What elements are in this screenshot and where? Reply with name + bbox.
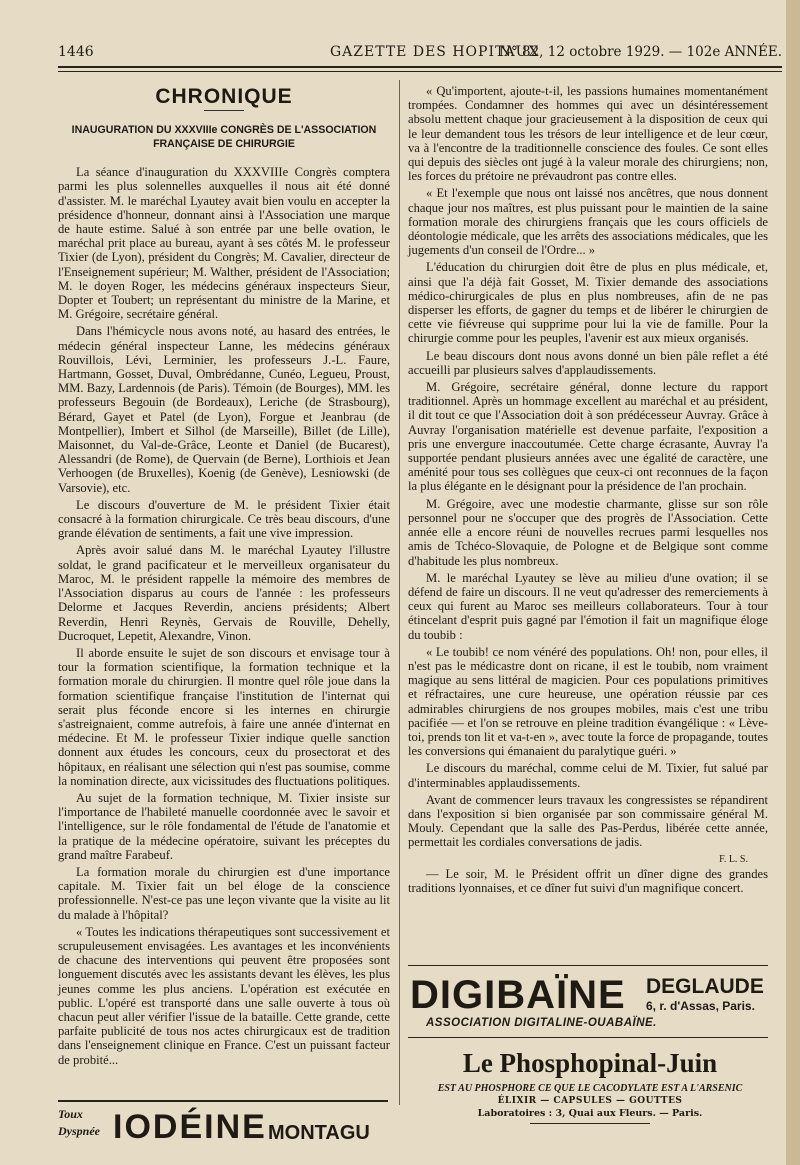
digibaine-address: 6, r. d'Assas, Paris. [646, 999, 755, 1013]
digibaine-ad [408, 973, 768, 1031]
digibaine-maker: DEGLAUDE [646, 975, 764, 998]
page-header [58, 42, 782, 64]
ad-rule-top [408, 965, 768, 966]
iodeine-maker: MONTAGU [268, 1122, 370, 1144]
header-rule [58, 66, 782, 68]
phosphopinal-forms: ÉLIXIR — CAPSULES — GOUTTES [497, 1096, 683, 1106]
author-signature: F. L. S. [719, 853, 748, 865]
paragraph: Il aborde ensuite le sujet de son discours et envisage tour à tour la formation scientifique, la formation technique et la formation morale du chirurgien. Il montre quel rôle joue dans la formation scientifique française l'institution de l'internat qui serait plus féconde encore si les internes en chirurgie s'astreignaient, comme autrefois, à faire une année d'internat en médecine. Et M. le professeur Tixier indique quelle sanction donnent aux études les concours, ceux du prosectorat et des hôpitaux, en réalisant une sélection qui n'est pas soumise, comme la nomination directe, aux vicissitudes des fluctuations politiques. [58, 645, 390, 788]
paragraph: L'éducation du chirurgien doit être de plus en plus médicale, et, ainsi que l'a déjà fait Gosset, M. Tixier demande des associations médico-chirurgicales de plus en plus nombreuses, afin de ne pas disperser les efforts, de gagner du temps et de libérer le chirurgien de cette vie fiévreuse qui supprime pour lui la vie de famille. Pour la chirurgie comme pour les peuples, l'avenir est aux mieux organisés. [408, 260, 768, 346]
phosphopinal-title: Le Phosphopinal-Juin [462, 1048, 718, 1078]
paragraph: « Et l'exemple que nous ont laissé nos ancêtres, que nous donnent chaque jour nos maîtres, est plus puissant pour le maintien de la saine formation morale des chirurgiens français que les cours officiels de déontologie médicale, que les arrêts des associations médicales, que les jugements d'un conseil de l'Ordre... » [408, 186, 768, 258]
page-number: 1446 [58, 44, 94, 60]
paragraph: Le discours du maréchal, comme celui de M. Tixier, fut salué par d'interminables applaudissements. [408, 761, 768, 790]
iodeine-ad [58, 1100, 388, 1152]
iodeine-brand: IODÉINE [113, 1108, 267, 1146]
paragraph: Le beau discours dont nous avons donné un bien pâle reflet a été accueilli par plusieurs salves d'applaudissements. [408, 348, 768, 377]
digibaine-brand: DIGIBAÏNE [410, 973, 626, 1017]
paragraph: « Qu'importent, ajoute-t-il, les passions humaines momentanément trompées. Condamner des hommes qui avec un désintéressement absolu mettent chaque jour gracieusement à la disposition de ceux qui le leur demandent tous les trésors de leur intelligence et de leur cœur, va à l'encontre de la traditionnelle conscience des foules. Ce sont elles qui depuis des siècles ont jugé à la valeur morale des chirurgiens; non, les forces du prétoire ne prévaudront pas contre elles. [408, 84, 768, 184]
paragraph: Le discours d'ouverture de M. le président Tixier était consacré à la formation chirurgicale. Ce très beau discours, d'une grande élévation de sentiments, a fait une vive impression. [58, 497, 390, 541]
phosphopinal-slogan: EST AU PHOSPHORE CE QUE LE CACODYLATE EST A L'ARSENIC [437, 1083, 743, 1094]
left-column [58, 84, 390, 1070]
paragraph: La formation morale du chirurgien est d'une importance capitale. M. Tixier fait un bel éloge de la conscience professionnelle. N'est-ce pas une leçon vivante que la visite au lit du malade à l'hôpital? [58, 864, 390, 922]
paragraph: « Toutes les indications thérapeutiques sont successivement et scrupuleusement envisagées. Les avantages et les inconvénients de chacune des interventions qui peuvent être proposées sont longuement discutés avec les assistants devant les élèves, les plus jeunes comme les plus anciens. L'opération est exécutée en public. L'opéré est transporté dans une salle ouverte à tous où chacun peut aller vérifier l'issue de la bataille. Cette grande, cette parfaite publicité de tous nos actes chirurgicaux est de tradition dans l'enseignement clinique en France. C'est un puissant facteur de probité... [58, 924, 390, 1067]
header-rule-thin [58, 71, 782, 72]
ad-rule-bottom [408, 1037, 768, 1038]
title-divider [204, 110, 244, 111]
paragraph: « Le toubib! ce nom vénéré des populations. Oh! non, pour elles, il n'est pas le médicastre dont on ricane, il est le toubib, nom vraiment magique au sens littéral de magicien. Pour ces populations primitives et réfractaires, une cure heureuse, une opération réussie par ces admirables chirurgiens de nos groupes mobiles, mais c'est une tribu pacifiée — et l'on se retrouve en pleine tradition évangélique : « Lève-toi, prends ton lit et va-t-en », avec toute la force de propagande, toutes les conversions qui émanaient du paralytique guéri. » [408, 644, 768, 759]
page-edge [786, 0, 800, 1165]
ornament-divider [530, 1123, 650, 1124]
paragraph: — Le soir, M. le Président offrit un dîner digne des grandes traditions lyonnaises, et ce dîner fut suivi d'un magnifique concert. [408, 866, 768, 895]
digibaine-tagline: ASSOCIATION DIGITALINE-OUABAÏNE. [426, 1017, 657, 1029]
paragraph: M. Grégoire, secrétaire général, donne lecture du rapport traditionnel. Après un hommage excellent au maréchal et au président, il dit tout ce que l'Association doit à son prédécesseur Auvray. Grâce à Auvray l'organisation matérielle est devenue parfaite, l'exposition a pris une envergure inaccoutumée. Cette charge écrasante, Auvray l'a supportée pendant plusieurs années avec une égalité de caractère, une aménité pour tous ses collègues que ceux-ci ont reconnues de la façon la plus élégante en le désignant pour la présidence de l'an prochain. [408, 380, 768, 494]
phosphopinal-lab: Laboratoires : 3, Quai aux Fleurs. — Paris. [477, 1108, 703, 1119]
right-column [408, 84, 768, 898]
column-divider [399, 80, 400, 1105]
section-title: CHRONIQUE [155, 85, 293, 108]
paragraph: M. le maréchal Lyautey se lève au milieu d'une ovation; il se défend de faire un discours. Il ne veut qu'adresser des remerciements à ceux qui furent au Maroc ses meilleurs collaborateurs. Tour à tour étincelant d'esprit puis gagné par l'émotion il fait un magnifique éloge du toubib : [408, 570, 768, 642]
journal-title: GAZETTE DES HOPITAUX [330, 44, 540, 60]
paragraph: Après avoir salué dans M. le maréchal Lyautey l'illustre soldat, le grand pacificateur et le merveilleux organisateur du Maroc, M. le président rappelle la mémoire des membres de l'Association disparus au cours de l'année : les professeurs Delorme et Jacques Reverdin, anciens présidents; Albert Reverdin, Henri Reynès, Gervais de Rouville, Dehelly, Ducroquet, Lepetit, Alexandre, Vinon. [58, 543, 390, 643]
paragraph: Dans l'hémicycle nous avons noté, au hasard des entrées, le médecin général inspecteur Lanne, les médecins généraux Rouvillois, Lévi, Lerminier, les professeurs J.-L. Faure, Hartmann, Gosset, Duval, Ombrédanne, Cunéo, Legueu, Proust, MM. Bazy, Lardennois (de Paris). Témoin (de Bourges), MM. les professeurs Begouin (de Bordeaux), Leriche (de Strasbourg), Bérard, Gayet et Patel (de Lyon), Forgue et Jeanbrau (de Montpellier), Imbert et Silhol (de Marseille), Billet (de Lille), Maisonnet, du Val-de-Grâce, Leonte et Daniel (de Bucarest), Alessandri (de Rome), de Quervain (de Berne), Lorthiois et Jean Verhoogen (de Bruxelles), Koenig (de Genève), Lesniowski (de Varsovie), etc. [58, 324, 390, 495]
paragraph: Au sujet de la formation technique, M. Tixier insiste sur l'importance de l'habileté manuelle coordonnée avec le savoir et l'intelligence, sur le rôle fondamental de l'étude de l'anatomie et la pratique de la médecine opératoire, suivant les préceptes du grand maître Farabeuf. [58, 790, 390, 862]
paragraph: Avant de commencer leurs travaux les congressistes se répandirent dans l'exposition si bien organisée par son commissaire général M. Mouly. Cependant que la salle des Pas-Perdus, libérée cette année, permettait les cordiales conversations de jadis. [408, 792, 768, 850]
iodeine-indications: Toux Dyspnée [58, 1107, 100, 1138]
paragraph: M. Grégoire, avec une modestie charmante, glisse sur son rôle personnel pour ne s'occuper que des progrès de l'Association. Cette année elle a encore réuni de nouvelles recrues parmi lesquelles nos amis de Tchéco-Slovaquie, de Pologne et de Belgique sont comme d'habitude les plus nombreux. [408, 496, 768, 568]
issue-info: N° 82, 12 octobre 1929. — 102e ANNÉE. [499, 44, 782, 60]
phosphopinal-ad [400, 1048, 780, 1119]
article-subtitle: INAUGURATION DU XXXVIIIe CONGRÈS DE L'ASSOCIATION FRANÇAISE DE CHIRURGIE [71, 124, 377, 151]
paragraph: La séance d'inauguration du XXXVIIIe Congrès comptera parmi les plus solennelles auxquelles il nous ait été donné d'assister. M. le maréchal Lyautey avait bien voulu en accepter la présidence d'honneur, donnant ainsi à l'Association une marque de haute estime. Salué à son entrée par une belle ovation, le maréchal prit place au bureau, ayant à ses côtés M. le professeur Tixier (de Lyon), président du Congrès; M. Cavalier, directeur de l'Enseignement supérieur; M. Walther, président de l'Association; M. le doyen Roger, les médecins généraux inspecteurs Sieur, Dopter et Toubert; un représentant du ministre de la Marine, et M. Grégoire, secrétaire général. [58, 165, 390, 322]
